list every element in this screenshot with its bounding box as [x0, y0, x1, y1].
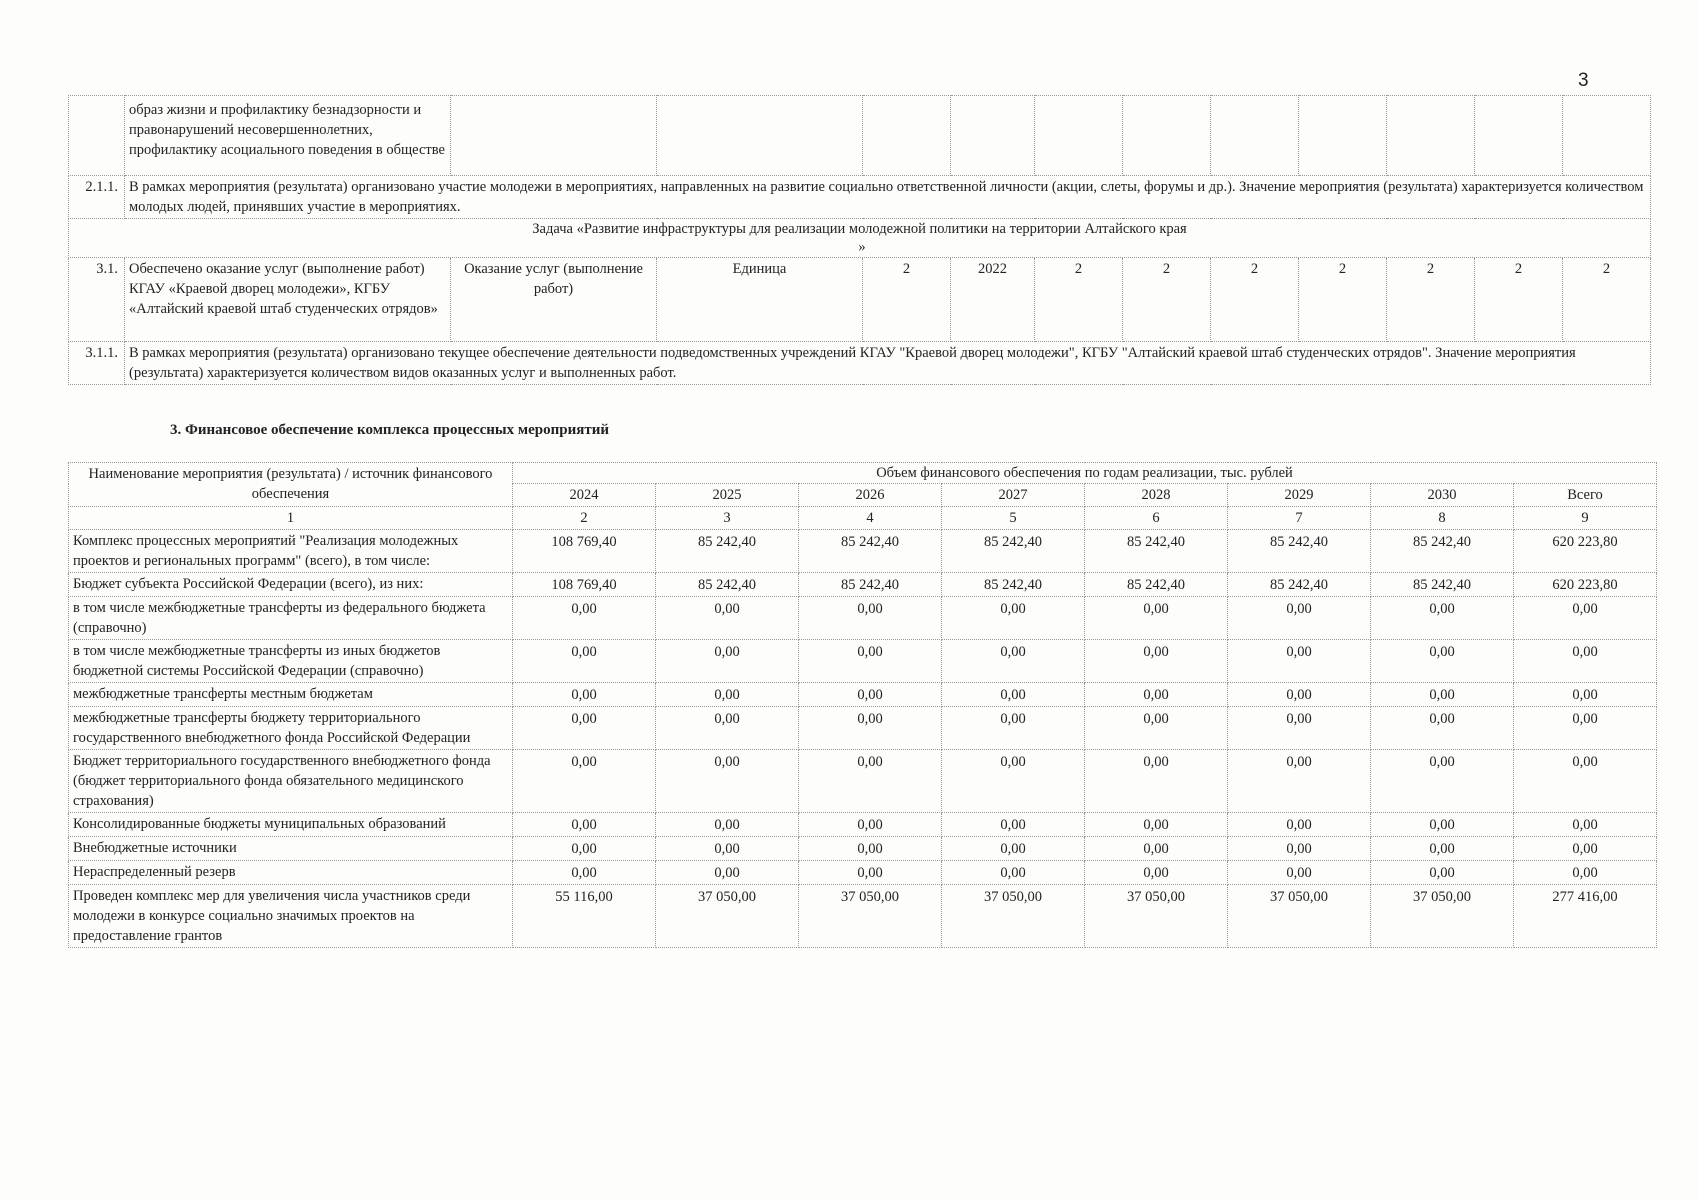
amount-cell: 0,00 — [1228, 707, 1371, 750]
amount-cell: 0,00 — [1371, 707, 1514, 750]
table-row — [69, 258, 1651, 342]
year-header: 2028 — [1085, 484, 1228, 507]
amount-cell: 0,00 — [656, 813, 799, 837]
result-name: образ жизни и профилактику безнадзорности и правонарушений несовершеннолетних, профилактику асоциального поведения в обществе — [125, 96, 451, 176]
column-number-row — [69, 507, 1657, 530]
amount-cell: 0,00 — [799, 707, 942, 750]
total-cell: 0,00 — [1514, 750, 1657, 813]
value-cell: 2 — [1299, 258, 1387, 342]
amount-cell: 0,00 — [513, 683, 656, 707]
result-type: Оказание услуг (выполнение работ) — [451, 258, 657, 342]
total-cell: 620 223,80 — [1514, 530, 1657, 573]
year-header: 2030 — [1371, 484, 1514, 507]
amount-cell: 0,00 — [1085, 861, 1228, 885]
amount-cell: 0,00 — [656, 750, 799, 813]
amount-cell: 108 769,40 — [513, 573, 656, 597]
source-name: межбюджетные трансферты местным бюджетам — [69, 683, 513, 707]
total-cell: 620 223,80 — [1514, 573, 1657, 597]
column-number: 3 — [656, 507, 799, 530]
column-number: 2 — [513, 507, 656, 530]
value-cell: 2 — [1035, 258, 1123, 342]
amount-cell: 37 050,00 — [656, 885, 799, 948]
source-name: Проведен комплекс мер для увеличения числа участников среди молодежи в конкурсе социально значимых проектов на предоставление грантов — [69, 885, 513, 948]
table-row — [69, 640, 1657, 683]
amount-cell: 0,00 — [1085, 597, 1228, 640]
amount-cell: 0,00 — [1085, 813, 1228, 837]
source-name: Нераспределенный резерв — [69, 861, 513, 885]
amount-cell: 0,00 — [1085, 683, 1228, 707]
amount-cell: 0,00 — [799, 861, 942, 885]
table-row — [69, 885, 1657, 948]
amount-cell: 0,00 — [1228, 683, 1371, 707]
year-header: 2024 — [513, 484, 656, 507]
value-cell: 2 — [1211, 258, 1299, 342]
amount-cell: 85 242,40 — [942, 573, 1085, 597]
amount-cell: 0,00 — [513, 861, 656, 885]
amount-cell: 0,00 — [942, 683, 1085, 707]
column-number: 1 — [69, 507, 513, 530]
amount-cell: 0,00 — [1371, 813, 1514, 837]
amount-cell: 0,00 — [1371, 750, 1514, 813]
table-row — [69, 813, 1657, 837]
amount-cell: 37 050,00 — [799, 885, 942, 948]
task-title-tail: » — [858, 239, 866, 255]
amount-cell: 0,00 — [656, 640, 799, 683]
column-number: 9 — [1514, 507, 1657, 530]
table-row — [69, 837, 1657, 861]
source-name: Бюджет субъекта Российской Федерации (всего), из них: — [69, 573, 513, 597]
amount-cell: 0,00 — [656, 837, 799, 861]
amount-cell: 0,00 — [799, 837, 942, 861]
amount-cell: 0,00 — [1085, 837, 1228, 861]
table-row — [69, 573, 1657, 597]
year-header: 2027 — [942, 484, 1085, 507]
amount-cell: 37 050,00 — [942, 885, 1085, 948]
source-name: Бюджет территориального государственного внебюджетного фонда (бюджет территориального фонда обязательного медицинского страхования) — [69, 750, 513, 813]
value-cell: 2 — [1475, 258, 1563, 342]
amount-cell: 0,00 — [1228, 640, 1371, 683]
amount-cell: 85 242,40 — [656, 573, 799, 597]
amount-cell: 85 242,40 — [1085, 530, 1228, 573]
total-cell: 0,00 — [1514, 861, 1657, 885]
column-number: 5 — [942, 507, 1085, 530]
amount-cell: 0,00 — [513, 707, 656, 750]
page-number: 3 — [1578, 70, 1589, 91]
amount-cell: 0,00 — [799, 597, 942, 640]
value-cell: 2 — [1563, 258, 1651, 342]
amount-cell: 0,00 — [513, 597, 656, 640]
row-description: В рамках мероприятия (результата) организовано участие молодежи в мероприятиях, направленных на развитие социально ответственной личности (акции, слеты, форумы и др.). Значение мероприятия (результата) характеризуется количеством молодых людей, принявших участие в мероприятиях. — [125, 176, 1651, 219]
base-year: 2022 — [951, 258, 1035, 342]
amount-cell: 0,00 — [513, 813, 656, 837]
amount-cell: 85 242,40 — [942, 530, 1085, 573]
table-row — [69, 530, 1657, 573]
source-name: Внебюджетные источники — [69, 837, 513, 861]
amount-cell: 85 242,40 — [1085, 573, 1228, 597]
total-cell: 0,00 — [1514, 837, 1657, 861]
amount-cell: 0,00 — [942, 597, 1085, 640]
row-number: 2.1.1. — [69, 176, 125, 219]
amount-cell: 0,00 — [799, 683, 942, 707]
header-name: Наименование мероприятия (результата) / источник финансового обеспечения — [69, 463, 513, 507]
table-row — [69, 683, 1657, 707]
task-row — [69, 219, 1651, 258]
value-cell: 2 — [1123, 258, 1211, 342]
table-row — [69, 597, 1657, 640]
amount-cell: 0,00 — [1371, 597, 1514, 640]
column-number: 4 — [799, 507, 942, 530]
year-header: 2029 — [1228, 484, 1371, 507]
unit: Единица — [657, 258, 863, 342]
header-volume: Объем финансового обеспечения по годам реализации, тыс. рублей — [513, 463, 1657, 484]
column-number: 7 — [1228, 507, 1371, 530]
amount-cell: 0,00 — [942, 640, 1085, 683]
amount-cell: 0,00 — [1228, 861, 1371, 885]
amount-cell: 0,00 — [513, 837, 656, 861]
amount-cell: 0,00 — [656, 683, 799, 707]
amount-cell: 0,00 — [799, 750, 942, 813]
amount-cell: 0,00 — [942, 837, 1085, 861]
amount-cell: 0,00 — [1371, 837, 1514, 861]
amount-cell: 0,00 — [656, 861, 799, 885]
amount-cell: 0,00 — [1085, 707, 1228, 750]
amount-cell: 0,00 — [1371, 683, 1514, 707]
total-cell: 0,00 — [1514, 683, 1657, 707]
amount-cell: 0,00 — [799, 813, 942, 837]
table-row — [69, 861, 1657, 885]
base-value: 2 — [863, 258, 951, 342]
source-name: Комплекс процессных мероприятий "Реализация молодежных проектов и региональных программ" (всего), в том числе: — [69, 530, 513, 573]
total-header: Всего — [1514, 484, 1657, 507]
total-cell: 0,00 — [1514, 707, 1657, 750]
amount-cell: 0,00 — [513, 750, 656, 813]
amount-cell: 85 242,40 — [1228, 573, 1371, 597]
amount-cell: 0,00 — [656, 707, 799, 750]
amount-cell: 37 050,00 — [1371, 885, 1514, 948]
amount-cell: 0,00 — [1371, 640, 1514, 683]
amount-cell: 85 242,40 — [799, 530, 942, 573]
amount-cell: 0,00 — [1228, 837, 1371, 861]
row-description: В рамках мероприятия (результата) организовано текущее обеспечение деятельности подведомственных учреждений КГАУ "Краевой дворец молодежи", КГБУ "Алтайский краевой штаб студенческих отрядов". Значение мероприятия (результата) характеризуется количеством видов оказанных услуг и выполненных работ. — [125, 342, 1651, 385]
amount-cell: 0,00 — [1085, 640, 1228, 683]
source-name: в том числе межбюджетные трансферты из федерального бюджета (справочно) — [69, 597, 513, 640]
amount-cell: 0,00 — [513, 640, 656, 683]
results-table — [68, 95, 1651, 385]
amount-cell: 0,00 — [942, 813, 1085, 837]
amount-cell: 0,00 — [1228, 813, 1371, 837]
amount-cell: 0,00 — [1371, 861, 1514, 885]
amount-cell: 85 242,40 — [656, 530, 799, 573]
row-number: 3.1. — [69, 258, 125, 342]
total-cell: 0,00 — [1514, 813, 1657, 837]
total-cell: 0,00 — [1514, 597, 1657, 640]
total-cell: 277 416,00 — [1514, 885, 1657, 948]
table-row — [69, 96, 1651, 176]
row-number: 3.1.1. — [69, 342, 125, 385]
amount-cell: 0,00 — [799, 640, 942, 683]
source-name: в том числе межбюджетные трансферты из иных бюджетов бюджетной системы Российской Федерации (справочно) — [69, 640, 513, 683]
header-row — [69, 463, 1657, 484]
column-number: 6 — [1085, 507, 1228, 530]
amount-cell: 0,00 — [1085, 750, 1228, 813]
year-header: 2025 — [656, 484, 799, 507]
finance-body — [69, 530, 1657, 948]
finance-table — [68, 462, 1657, 948]
amount-cell: 85 242,40 — [1228, 530, 1371, 573]
amount-cell: 85 242,40 — [1371, 530, 1514, 573]
source-name: межбюджетные трансферты бюджету территориального государственного внебюджетного фонда Российской Федерации — [69, 707, 513, 750]
amount-cell: 0,00 — [1228, 597, 1371, 640]
result-name: Обеспечено оказание услуг (выполнение работ) КГАУ «Краевой дворец молодежи», КГБУ «Алтайский краевой штаб студенческих отрядов» — [125, 258, 451, 342]
value-cell: 2 — [1387, 258, 1475, 342]
amount-cell: 37 050,00 — [1085, 885, 1228, 948]
amount-cell: 0,00 — [942, 750, 1085, 813]
amount-cell: 55 116,00 — [513, 885, 656, 948]
amount-cell: 85 242,40 — [1371, 573, 1514, 597]
amount-cell: 0,00 — [942, 707, 1085, 750]
table-row — [69, 707, 1657, 750]
table-row — [69, 176, 1651, 219]
amount-cell: 85 242,40 — [799, 573, 942, 597]
task-title: Задача «Развитие инфраструктуры для реализации молодежной политики на территории Алтайского края — [532, 221, 1187, 237]
table-row — [69, 342, 1651, 385]
total-cell: 0,00 — [1514, 640, 1657, 683]
section-title: 3. Финансовое обеспечение комплекса процессных мероприятий — [170, 422, 609, 438]
amount-cell: 0,00 — [656, 597, 799, 640]
source-name: Консолидированные бюджеты муниципальных образований — [69, 813, 513, 837]
table-row — [69, 750, 1657, 813]
amount-cell: 0,00 — [1228, 750, 1371, 813]
amount-cell: 108 769,40 — [513, 530, 656, 573]
column-number: 8 — [1371, 507, 1514, 530]
year-header: 2026 — [799, 484, 942, 507]
amount-cell: 37 050,00 — [1228, 885, 1371, 948]
amount-cell: 0,00 — [942, 861, 1085, 885]
